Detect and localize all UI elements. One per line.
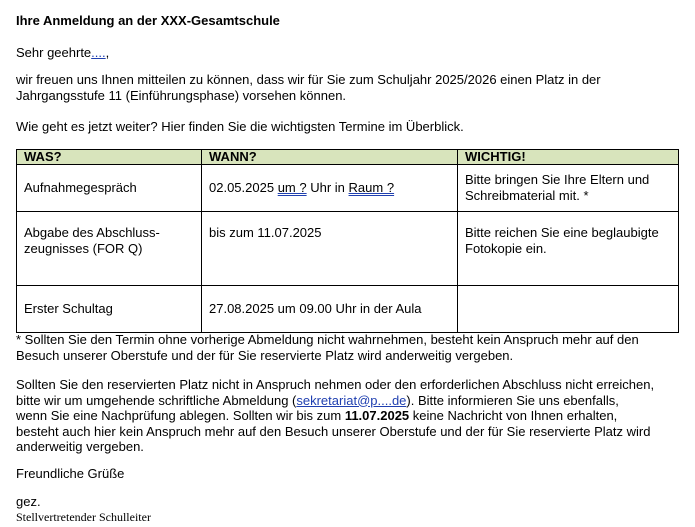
interview-date: 02.05.2025 (209, 180, 275, 195)
closing-greeting: Freundliche Grüße (16, 466, 125, 481)
table-header-row (17, 150, 679, 165)
body-line-2-after: ). Bitte informieren Sie uns ebenfalls, (406, 392, 619, 408)
table-row (17, 212, 679, 286)
signature-gez: gez. (16, 494, 41, 509)
footnote (16, 332, 678, 364)
header-wichtig: WICHTIG! (458, 150, 679, 165)
body-line-3-after: keine Nachricht von Ihnen erhalten, (409, 408, 618, 423)
cell-important-interview (458, 165, 679, 212)
body-line-3-before: wenn Sie eine Nachprüfung ablegen. Sollten wir bis zum (16, 408, 345, 423)
cell-important-first-day (458, 286, 679, 333)
signer-title: Stellvertretender Schulleiter (16, 510, 151, 524)
salutation-prefix: Sehr geehrte (16, 45, 92, 60)
body-line-4: besteht auch hier kein Anspruch mehr auf den Besuch unserer Oberstufe und der für Sie reservierte Platz wird (16, 423, 651, 439)
important-interview-line-2: Schreibmaterial mit. * (465, 188, 589, 203)
question-line: Wie geht es jetzt weiter? Hier finden Sie die wichtigsten Termine im Überblick. (16, 119, 464, 134)
table-row (17, 286, 679, 333)
intro-line-2: Jahrgangsstufe 11 (Einführungsphase) vorsehen können. (16, 88, 347, 103)
schedule-table (16, 149, 679, 333)
salutation-placeholder[interactable]: .... (91, 45, 106, 60)
salutation-suffix: , (105, 45, 110, 60)
intro-line-1: wir freuen uns Ihnen mitteilen zu können, dass wir für Sie zum Schuljahr 2025/2026 einen Platz in der (16, 72, 601, 87)
cell-what-first-day: Erster Schultag (17, 286, 202, 333)
intro-paragraph (16, 72, 601, 104)
salutation (16, 45, 109, 61)
body-line-2-before: bitte wir um umgehende schriftliche Abmeldung ( (16, 392, 297, 408)
important-interview-line-1: Bitte bringen Sie Ihre Eltern und (465, 172, 650, 187)
important-certificate-line-1: Bitte reichen Sie eine beglaubigte (465, 225, 659, 240)
interview-time-link[interactable]: um ? (277, 180, 307, 195)
table-row (17, 165, 679, 212)
cell-important-certificate (458, 212, 679, 286)
what-certificate-line-2: zeugnisses (FOR Q) (24, 241, 143, 256)
body-line-1: Sollten Sie den reservierten Platz nicht in Anspruch nehmen oder den erforderlichen Abschluss nicht erreichen, (16, 377, 655, 392)
cell-what-interview: Aufnahmegespräch (17, 165, 202, 212)
cell-what-certificate (17, 212, 202, 286)
body-line-3 (16, 408, 678, 424)
withdrawal-paragraph (16, 377, 678, 455)
interview-room-link[interactable]: Raum ? (348, 180, 395, 195)
cell-when-first-day: 27.08.2025 um 09.00 Uhr in der Aula (202, 286, 458, 333)
cell-when-interview (202, 165, 458, 212)
header-was: WAS? (17, 150, 202, 165)
email-link[interactable]: sekretariat@p....de (296, 392, 407, 408)
cell-when-certificate: bis zum 11.07.2025 (202, 212, 458, 286)
deadline-date: 11.07.2025 (344, 408, 410, 423)
header-wann: WANN? (202, 150, 458, 165)
what-certificate-line-1: Abgabe des Abschluss- (24, 225, 160, 240)
letter-title: Ihre Anmeldung an der XXX-Gesamtschule (16, 13, 280, 28)
footnote-line-2: Besuch unserer Oberstufe und der für Sie reservierte Platz wird anderweitig vergeben. (16, 348, 514, 363)
important-certificate-line-2: Fotokopie ein. (465, 241, 547, 256)
body-line-2 (16, 393, 678, 409)
interview-mid-text: Uhr in (310, 180, 345, 195)
footnote-line-1: * Sollten Sie den Termin ohne vorherige Abmeldung nicht wahrnehmen, besteht kein Anspruch mehr auf den (16, 332, 639, 347)
body-line-5: anderweitig vergeben. (16, 439, 144, 454)
